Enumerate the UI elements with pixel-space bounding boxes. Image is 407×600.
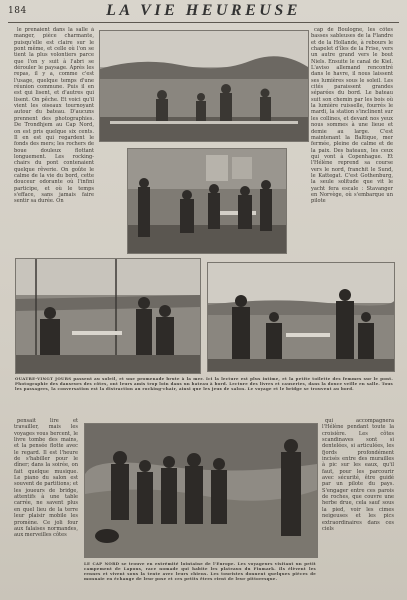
header-rule bbox=[8, 22, 399, 23]
text-column-left-top bbox=[14, 27, 94, 241]
caption-middle-text: OUATRE-VINGT JOURS passent au soleil, et une promenade brute à la mer. Ici la lecture est plus intime, et la petite toilette des femmes sur le pont. Photographie des danseurs des côtes, ont leurs amis trop loin dans un bateau à bord. Lecture des livres et causeries, dans la douce veille en salle. Tous les passagers, la conversation est la distraction au rocking-chair, ainsi que les jeux de salon. Le voyage et le bridge se trouvent au bord. bbox=[15, 377, 393, 391]
caption-bottom bbox=[84, 562, 316, 594]
photo-deck-coast bbox=[99, 30, 309, 142]
text-column-right-top bbox=[311, 27, 393, 241]
paragraph: le prenaient dans la salle à manger, pièce charmante, puisqu'elle est claire sur le pont même, et celle où l'on se tient la plus volontiers parce que l'on y suit à l'abri se dérouler le paysage. Après les repas, il y a, comme c'est l'usage, quelque temps d'une réunion commune. Puis il en est qui lisent, et d'autres qui lisent. On pêche. Et voici qu'il vient les oiseaux tournoyant autour du bateau. D'aucuns prennent des photographies. De Trondhjem au Cap Nord, on est pris quelque six cents. Il en est qui regardent le fonds des mers; les rochers de boue douleux flottant longuement. Les rocking-chairs du pont contenaient quelque rêverie. On goûte le calme de la vie du bord, cette douceur odorante où l'infini participe, et où le temps s'efface, sans jamais faire sentir sa durée. On bbox=[14, 27, 94, 205]
text-column-left-bottom bbox=[14, 418, 78, 594]
paragraph: pensait lire et travailler, mais les voyages vous bercent, le livre tombe des mains, et la pensée flotte avec le regard. Il est l'heure de s'habiller pour le dîner; dans la soirée, on fait quelque musique. Le piano du salon est souvent de partitions; et les joueurs de bridge, attentifs à une table carrée, ne savent plus en quel lieu de la terre leur plaisir mobile les promène. Ce joli four aux falaises normandes, aux merveilles côtes bbox=[14, 418, 78, 539]
photo-deck-coast-image bbox=[100, 31, 308, 141]
photo-deck-tea-image bbox=[208, 263, 394, 371]
photo-lapp-group bbox=[84, 423, 318, 558]
caption-middle bbox=[15, 377, 393, 411]
photo-deck-reading-image bbox=[16, 259, 200, 373]
caption-bottom-text: LE CAP NORD se trouve en extrémité lointaine de l'Europe. Les voyageurs visitant un petit campement de Lapons, race nomade qui habite les plateaux du Finmark. Ils élèvent les rennes et vivent sous la tente avec leurs chiens. Les touristes donnent quelques pièces de monnaie en échange de leur pose et ces petits êtres rient de leur pittoresque. bbox=[84, 562, 316, 581]
photo-deck-tea bbox=[207, 262, 395, 372]
paragraph: qui accompagnera l'Hélène pendant toute la croisière. Les côtes scandinaves sont si dentelées, si articulées, les fjords profondément incisés entre des murailles à pic sur les eaux, qu'il faut, pour les parcourir avec sécurité, être guidé par un pilote du pays. S'engager entre ces parois de roches, que couvre une herbe drue, cela sauf sous la pied, voir les cimes neigeuses et les pics extraordinaires dans ces ciels bbox=[322, 418, 394, 532]
photo-cabin-group-image bbox=[128, 149, 286, 253]
paragraph: cap de Boulogne, les côtes basses sableuses de la Flandre et de la Hollande, à rebours le chapelet d'îles de la Frise, vers un autre grand vers le bout Niels. Ensuite le canal de Kiel. L'aviso allemand rencontré dans le havre, il nous laissent ses lumières sous le soleil. Les cités paraissent grandes séparées du bord. Le bateau suit son chemin par les bois où la lumière ruisselle, fourrés le mardi, la station s'inclinent sur les collines, et devant nos yeux nous sommes à une lieue et demie au large. C'est maintenant la Baltique, mer fermée, pleine de calme et de la paix. Des bateaux, les ceux qui vont à Copenhague. Et l'Hélène reprend sa course vers le nord, franchit le Sund, le Kattegat. C'est Gothenburg, la seule solitude que vit le yacht fera escale : Stavanger en Norvège, où s'embarque un pilote bbox=[311, 27, 393, 205]
page-number: 184 bbox=[8, 6, 27, 16]
photo-deck-reading bbox=[15, 258, 201, 374]
text-column-right-bottom bbox=[322, 418, 394, 594]
photo-lapp-group-image bbox=[85, 424, 317, 557]
masthead-title: LA VIE HEUREUSE bbox=[106, 2, 301, 19]
photo-cabin-group bbox=[127, 148, 287, 254]
